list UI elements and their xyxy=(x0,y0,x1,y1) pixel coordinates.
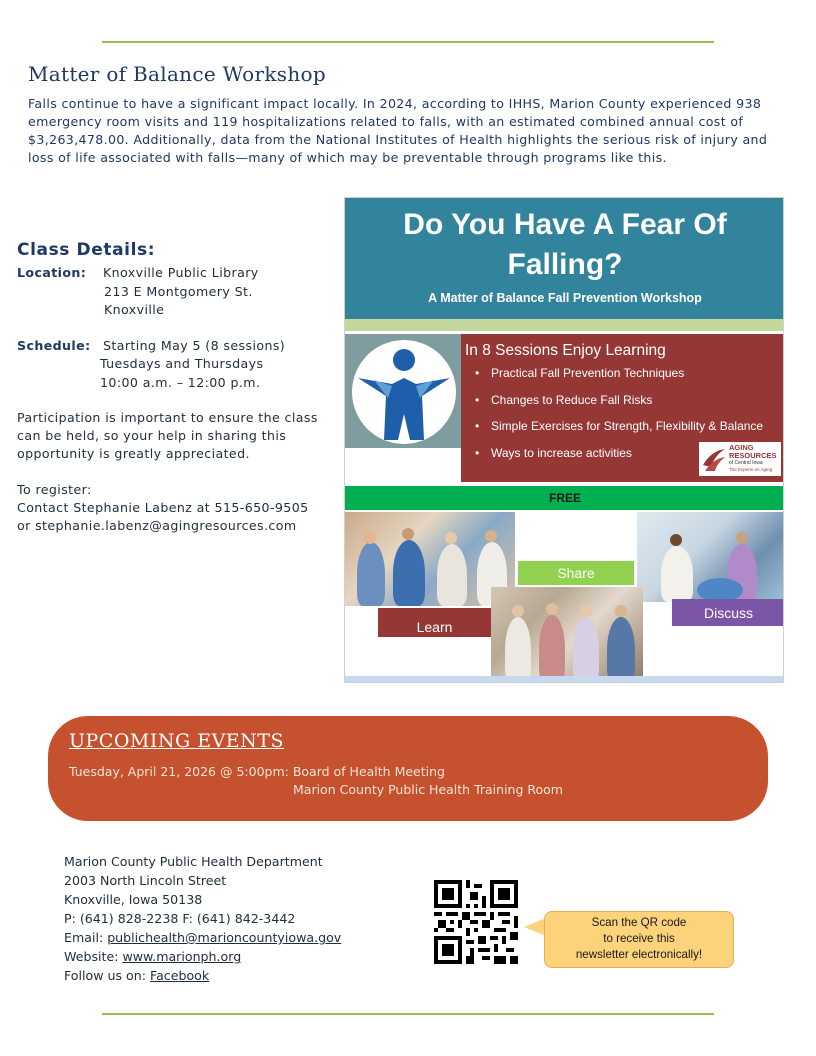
email-label: Email: xyxy=(64,930,108,945)
list-item: • Practical Fall Prevention Techniques xyxy=(471,366,763,393)
schedule-line: Starting May 5 (8 sessions) xyxy=(103,338,286,353)
register-contact: Contact Stephanie Labenz at 515-650-9505 xyxy=(17,500,309,515)
location-label: Location: xyxy=(17,265,87,280)
upcoming-events-title: UPCOMING EVENTS xyxy=(69,730,284,752)
contact-street: 2003 North Lincoln Street xyxy=(64,873,227,888)
balance-figure-icon xyxy=(348,340,460,444)
flyer-subtitle: A Matter of Balance Fall Prevention Workshop xyxy=(428,291,702,305)
qr-code-icon[interactable] xyxy=(434,880,518,964)
flyer-band xyxy=(345,319,784,331)
list-item: • Changes to Reduce Fall Risks xyxy=(471,393,763,420)
register-email[interactable]: or stephanie.labenz@agingresources.com xyxy=(17,518,297,533)
register-label: To register: xyxy=(17,482,92,497)
discuss-label: Discuss xyxy=(672,599,784,626)
contact-city: Knoxville, Iowa 50138 xyxy=(64,892,203,907)
callout-line: to receive this xyxy=(603,932,675,945)
callout-line: newsletter electronically! xyxy=(575,948,703,961)
exercise-photo xyxy=(491,587,643,682)
org-subtitle: of Central Iowa xyxy=(729,460,763,466)
exercise-photo xyxy=(637,512,784,602)
bottom-divider xyxy=(102,1013,714,1015)
flyer-headline: Falling? xyxy=(507,248,623,281)
aging-resources-swoosh-icon xyxy=(701,445,727,473)
exercise-photo xyxy=(345,512,515,606)
contact-block xyxy=(64,852,341,985)
class-details-title: Class Details: xyxy=(17,240,156,260)
free-banner: FREE xyxy=(345,486,784,510)
schedule-label: Schedule: xyxy=(17,338,91,353)
upcoming-events-banner xyxy=(48,716,768,821)
workshop-intro: Falls continue to have a significant impact locally. In 2024, according to IHHS, Marion County experienced 938 emergency room visits and 119 hospitalizations related to falls, with an estimated combined annual cost of $3,263,478.00. Additionally, data from the National Institutes of Health highlights the serious risk of injury and loss of life associated with falls—many of which may be preventable through programs like this. xyxy=(28,96,768,165)
website-label: Website: xyxy=(64,949,123,964)
list-item: • Ways to increase activities xyxy=(471,446,763,473)
workshop-title: Matter of Balance Workshop xyxy=(28,62,326,86)
qr-callout xyxy=(544,911,734,968)
participation-note: Participation is important to ensure the class can be held, so your help in sharing this opportunity is greatly appreciated. xyxy=(17,410,318,461)
email-link[interactable]: publichealth@marioncountyiowa.gov xyxy=(107,930,342,945)
org-tagline: The Experts on Aging xyxy=(729,467,773,472)
contact-org: Marion County Public Health Department xyxy=(64,854,323,869)
facebook-link[interactable]: Facebook xyxy=(150,968,210,983)
sessions-title: In 8 Sessions Enjoy Learning xyxy=(465,342,666,359)
flyer-headline: Do You Have A Fear Of xyxy=(403,208,727,241)
schedule-line: Tuesdays and Thursdays xyxy=(100,356,264,371)
sessions-panel xyxy=(461,334,784,482)
aging-resources-logo xyxy=(699,442,781,476)
location-line: 213 E Montgomery St. xyxy=(104,284,253,299)
contact-phone: P: (641) 828-2238 F: (641) 842-3442 xyxy=(64,911,296,926)
event-location: Marion County Public Health Training Room xyxy=(293,782,563,797)
list-item: • Simple Exercises for Strength, Flexibility & Balance xyxy=(471,419,763,446)
balance-logo xyxy=(345,334,463,448)
org-name: AGING xyxy=(729,443,754,452)
top-divider xyxy=(102,41,714,43)
schedule-line: 10:00 a.m. – 12:00 p.m. xyxy=(100,375,261,390)
callout-pointer xyxy=(524,918,546,936)
callout-line: Scan the QR code xyxy=(591,916,687,929)
event-line: Tuesday, April 21, 2026 @ 5:00pm: Board of Health Meeting xyxy=(69,764,445,779)
flyer-bottom-band xyxy=(345,676,784,683)
location-line: Knoxville xyxy=(104,302,165,317)
share-label: Share xyxy=(518,561,634,585)
workshop-flyer xyxy=(344,197,784,683)
website-link[interactable]: www.marionph.org xyxy=(122,949,242,964)
org-name: RESOURCES xyxy=(729,451,777,460)
location-line: Knoxville Public Library xyxy=(103,265,259,280)
follow-label: Follow us on: xyxy=(64,968,150,983)
learn-label: Learn xyxy=(378,608,491,637)
